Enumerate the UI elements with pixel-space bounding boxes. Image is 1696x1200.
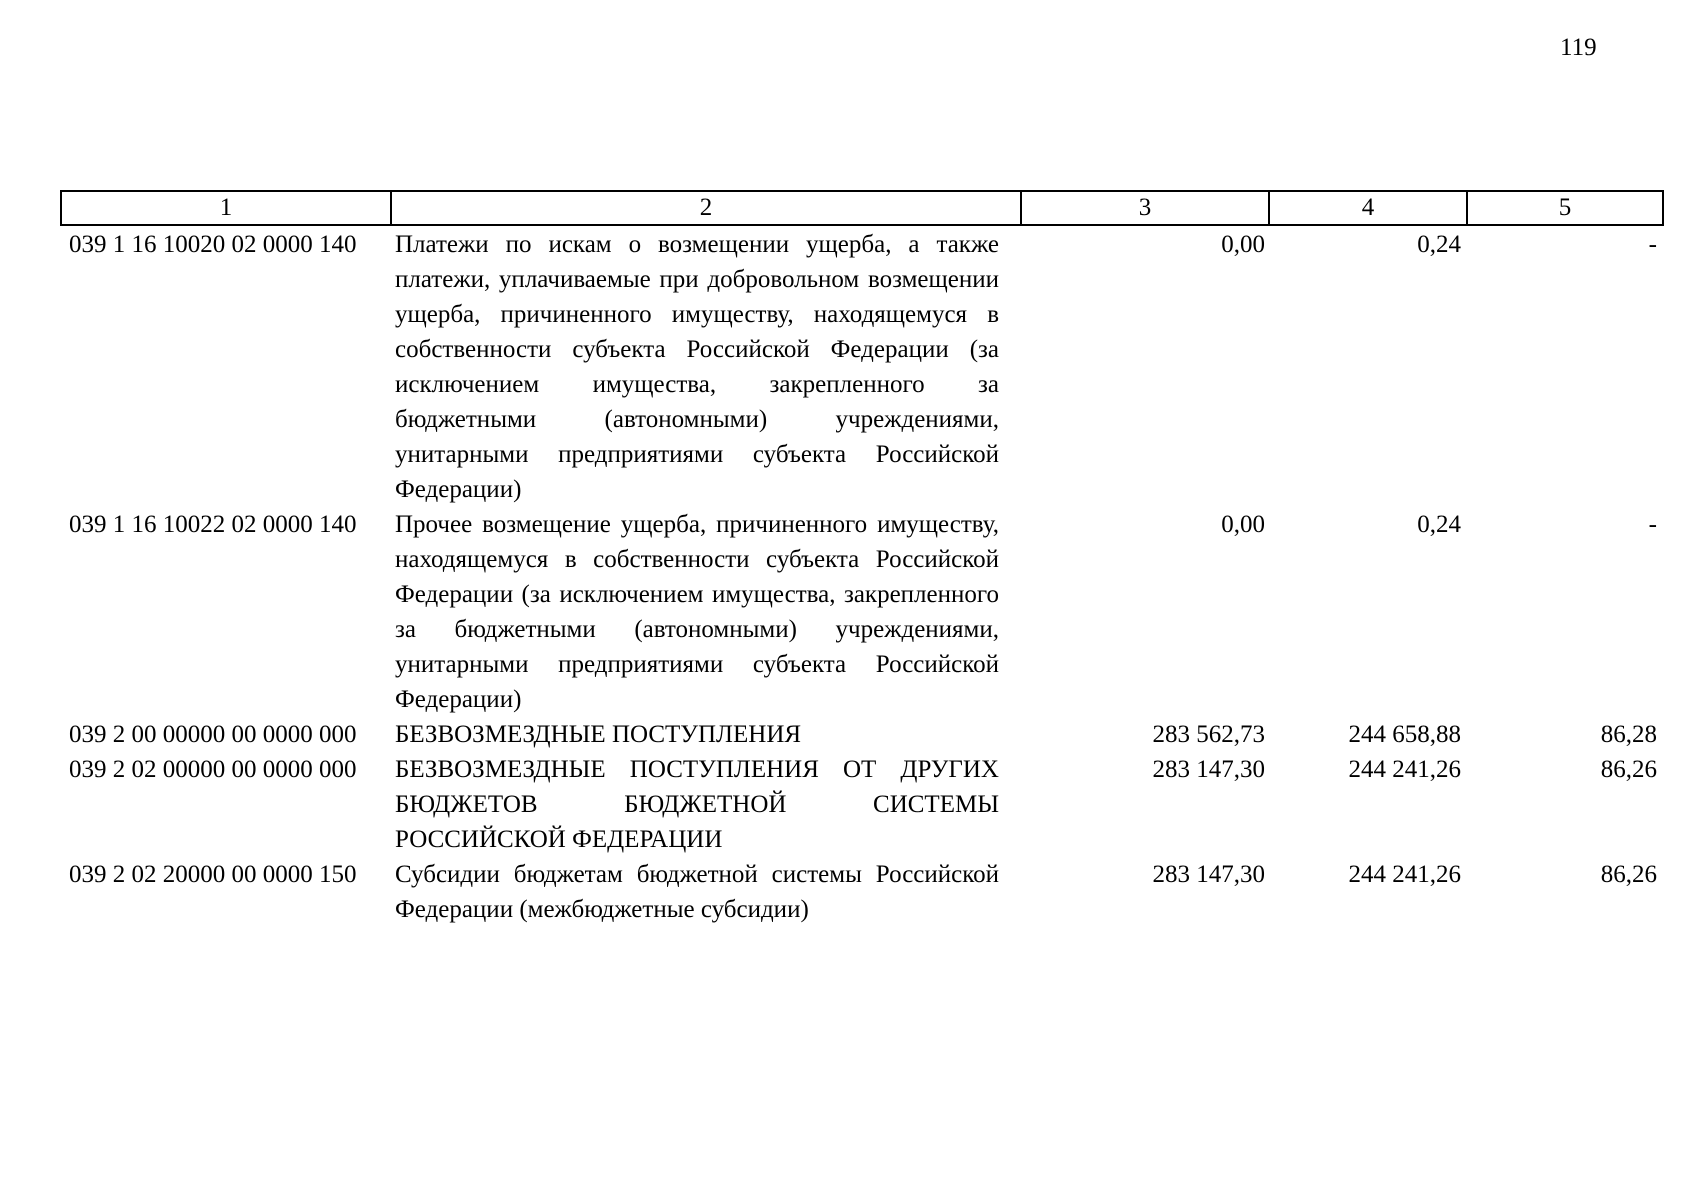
income-description: БЕЗВОЗМЕЗДНЫЕ ПОСТУПЛЕНИЯ ОТ ДРУГИХ БЮДЖЕТОВ БЮДЖЕТНОЙ СИСТЕМЫ РОССИЙСКОЙ ФЕДЕРАЦИИ [395, 756, 999, 853]
value-col-5: 86,26 [1600, 861, 1657, 888]
value-col-3: 283 562,73 [1152, 721, 1265, 748]
income-description: Платежи по искам о возмещении ущерба, а также платежи, уплачиваемые при добровольном возмещении ущерба, причиненного имуществу, находящемуся в собственности субъекта Российской Федерации (за исключением имущества, закрепленного за бюджетными (автономными) учреждениями, унитарными предприятиями субъекта Российской Федерации) [395, 231, 999, 503]
value-col-5: - [1648, 231, 1657, 258]
value-col-5: - [1648, 511, 1657, 538]
value-col-4: 244 658,88 [1348, 721, 1461, 748]
budget-code: 039 1 16 10022 02 0000 140 [69, 511, 357, 538]
budget-code: 039 2 00 00000 00 0000 000 [69, 721, 357, 748]
budget-table-container [60, 190, 1662, 927]
table-header [61, 191, 1663, 225]
budget-table [60, 190, 1664, 927]
table-row [61, 752, 1663, 857]
header-col-4: 4 [1269, 191, 1467, 225]
value-col-3: 0,00 [1221, 231, 1265, 258]
value-col-4: 0,24 [1417, 511, 1461, 538]
income-description: БЕЗВОЗМЕЗДНЫЕ ПОСТУПЛЕНИЯ [395, 721, 802, 748]
value-col-5: 86,28 [1600, 721, 1657, 748]
header-row [61, 191, 1663, 225]
value-col-3: 283 147,30 [1152, 756, 1265, 783]
table-body [61, 225, 1663, 927]
header-col-5: 5 [1467, 191, 1663, 225]
value-col-4: 244 241,26 [1348, 861, 1461, 888]
budget-code: 039 1 16 10020 02 0000 140 [69, 231, 357, 258]
budget-code: 039 2 02 20000 00 0000 150 [69, 861, 357, 888]
value-col-3: 0,00 [1221, 511, 1265, 538]
income-description: Прочее возмещение ущерба, причиненного имуществу, находящемуся в собственности субъекта Российской Федерации (за исключением имущества, закрепленного за бюджетными (автономными) учреждениями, унитарными предприятиями субъекта Российской Федерации) [395, 511, 999, 713]
value-col-3: 283 147,30 [1152, 861, 1265, 888]
income-description: Субсидии бюджетам бюджетной системы Российской Федерации (межбюджетные субсидии) [395, 861, 999, 923]
table-row [61, 857, 1663, 927]
table-row [61, 507, 1663, 717]
table-row [61, 717, 1663, 752]
value-col-4: 0,24 [1417, 231, 1461, 258]
budget-code: 039 2 02 00000 00 0000 000 [69, 756, 357, 783]
table-row [61, 225, 1663, 507]
value-col-5: 86,26 [1600, 756, 1657, 783]
header-col-3: 3 [1021, 191, 1269, 225]
header-col-1: 1 [61, 191, 391, 225]
page-number: 119 [1560, 34, 1597, 61]
header-col-2: 2 [391, 191, 1021, 225]
value-col-4: 244 241,26 [1348, 756, 1461, 783]
